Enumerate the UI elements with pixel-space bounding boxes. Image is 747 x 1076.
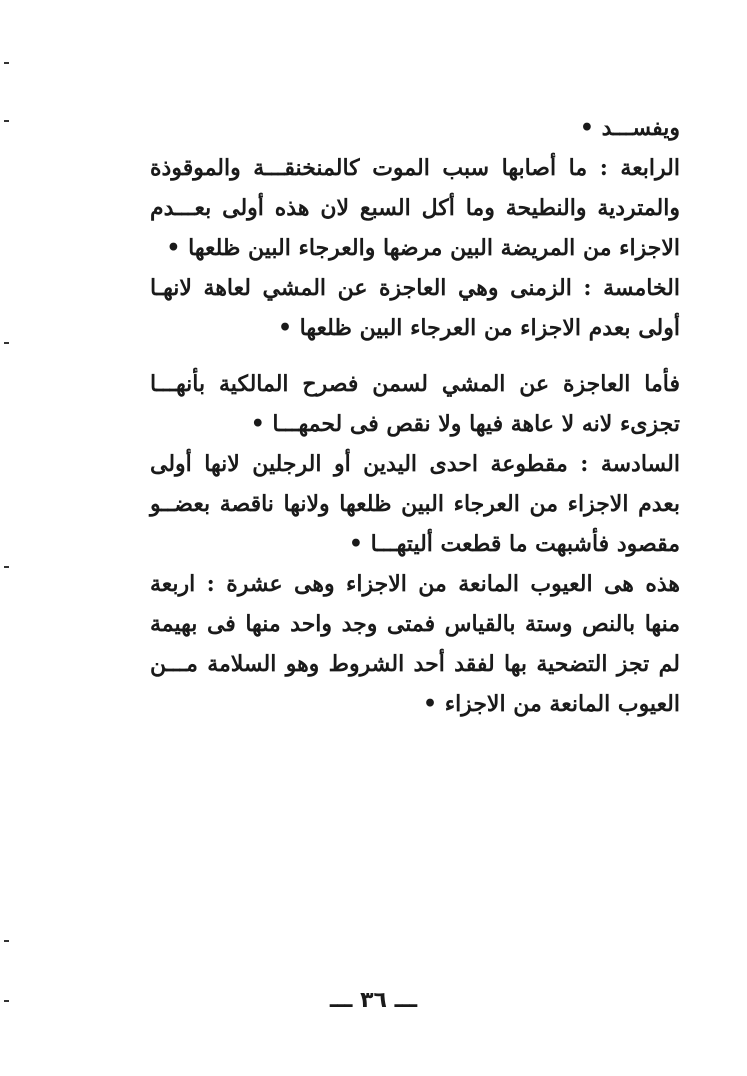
text-line: فأما العاجزة عن المشي لسمن فصرح المالكية بأنهـــا [150, 371, 680, 397]
text-line: لم تجز التضحية بها لفقد أحد الشروط وهو السلامة مـــن [150, 651, 680, 677]
margin-mark [4, 566, 9, 568]
text-line: السادسة : مقطوعة احدى اليدين أو الرجلين لانها أولى [150, 451, 680, 477]
margin-mark [4, 62, 9, 64]
margin-mark [4, 120, 9, 122]
text-line: ويفســـد • [579, 115, 680, 141]
text-line: أولى بعدم الاجزاء من العرجاء البين ظلعها • [277, 315, 680, 341]
text-line: مقصود فأشبهت ما قطعت أليتهـــا • [348, 531, 680, 557]
margin-mark [4, 342, 9, 344]
text-line: منها بالنص وستة بالقياس فمتى وجد واحد منها فى بهيمة [150, 611, 680, 637]
text-line: الرابعة : ما أصابها سبب الموت كالمنخنقـــة والموقوذة [150, 155, 680, 181]
text-line: الخامسة : الزمنى وهي العاجزة عن المشي لعاهة لانهـا [150, 275, 680, 301]
text-line: العيوب المانعة من الاجزاء • [423, 691, 680, 717]
text-line: هذه هى العيوب المانعة من الاجزاء وهى عشرة : اربعة [150, 571, 680, 597]
margin-mark [4, 940, 9, 942]
text-line: والمتردية والنطيحة وما أكل السبع لان هذه أولى بعـــدم [150, 195, 680, 221]
text-line: تجزىء لانه لا عاهة فيها ولا نقص فى لحمهـــا • [250, 411, 680, 437]
text-line: بعدم الاجزاء من العرجاء البين ظلعها ولانها ناقصة بعضــو [150, 491, 680, 517]
page-number: ـــ ٣٦ ـــ [329, 988, 418, 1013]
paragraph-gap [150, 348, 680, 364]
body-text [150, 108, 680, 724]
text-line: الاجزاء من المريضة البين مرضها والعرجاء البين ظلعها • [166, 235, 680, 261]
